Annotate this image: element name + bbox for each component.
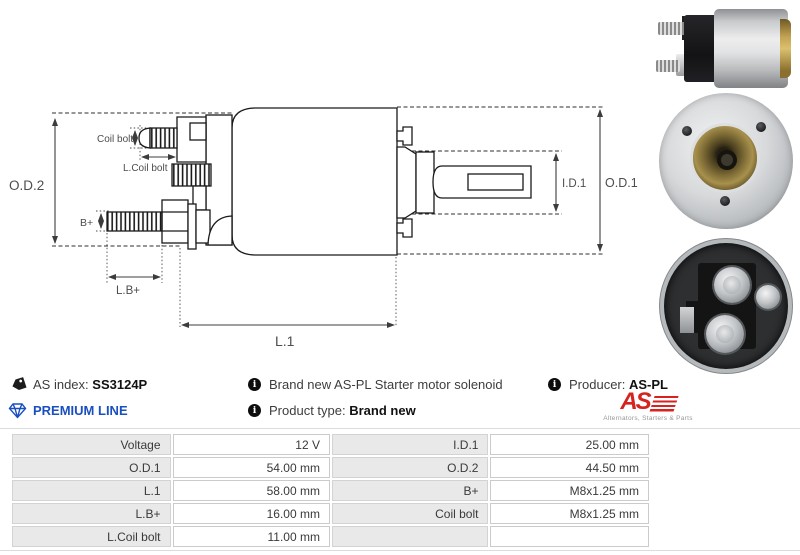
bolt-head bbox=[716, 325, 734, 343]
product-photo-side-view[interactable] bbox=[656, 6, 796, 90]
screw-hole bbox=[720, 196, 730, 206]
spec-label-cell: I.D.1 bbox=[332, 434, 488, 455]
coil-bolt-photo bbox=[658, 22, 686, 35]
dim-label-b-plus: B+ bbox=[80, 217, 94, 229]
spec-value-cell: 16.00 mm bbox=[173, 503, 330, 524]
producer-label: Producer: bbox=[569, 376, 626, 392]
as-pl-brand-logo bbox=[596, 390, 700, 422]
solenoid-cap bbox=[684, 15, 718, 82]
spec-value-cell bbox=[490, 526, 649, 547]
spec-value-cell: M8x1.25 mm bbox=[490, 480, 649, 501]
spec-value-cell: 25.00 mm bbox=[490, 434, 649, 455]
table-row bbox=[12, 526, 649, 547]
dim-label-l-b-plus: L.B+ bbox=[116, 285, 140, 297]
spec-label-cell: L.B+ bbox=[12, 503, 171, 524]
producer-value: AS-PL bbox=[629, 376, 668, 392]
table-row bbox=[12, 434, 649, 455]
diamond-icon bbox=[8, 402, 27, 419]
solenoid-cylinder bbox=[714, 9, 788, 88]
plunger-tip bbox=[721, 154, 733, 166]
solenoid-body-outline bbox=[107, 108, 531, 255]
b-plus-bolt-photo bbox=[656, 60, 680, 72]
dim-label-l-coil-bolt: L.Coil bolt bbox=[123, 163, 168, 174]
product-type-value: Brand new bbox=[349, 402, 416, 418]
as-logo-tagline: Alternators, Starters & Parts bbox=[603, 415, 693, 422]
brass-end-ring bbox=[780, 19, 791, 78]
spec-label-cell: Coil bolt bbox=[332, 503, 488, 524]
as-index-row bbox=[10, 374, 147, 394]
as-logo-text: AS bbox=[620, 388, 650, 415]
premium-line-badge: PREMIUM LINE bbox=[33, 402, 128, 418]
dim-label-l1: L.1 bbox=[275, 333, 295, 349]
info-icon: i bbox=[248, 378, 261, 391]
spec-value-cell: 11.00 mm bbox=[173, 526, 330, 547]
small-terminal bbox=[756, 285, 780, 309]
screw-hole bbox=[682, 126, 692, 136]
specs-section bbox=[0, 428, 800, 551]
dim-label-od2: O.D.2 bbox=[9, 178, 45, 193]
as-index-label: AS index: bbox=[33, 376, 89, 392]
product-photo-rear-view[interactable] bbox=[656, 237, 796, 379]
product-photo-front-view[interactable] bbox=[656, 90, 796, 236]
spec-value-cell: 58.00 mm bbox=[173, 480, 330, 501]
table-row bbox=[12, 457, 649, 478]
as-index-value: SS3124P bbox=[92, 376, 148, 392]
metal-tab bbox=[680, 307, 694, 333]
premium-line-row bbox=[8, 400, 128, 420]
table-row bbox=[12, 480, 649, 501]
dim-label-coil-bolt: Coil bolt bbox=[97, 134, 134, 145]
info-icon: i bbox=[548, 378, 561, 391]
spec-label-cell: B+ bbox=[332, 480, 488, 501]
specs-table bbox=[10, 432, 651, 549]
description-text: Brand new AS-PL Starter motor solenoid bbox=[269, 376, 503, 392]
spec-label-cell: O.D.2 bbox=[332, 457, 488, 478]
spec-label-cell: O.D.1 bbox=[12, 457, 171, 478]
dim-label-od1: O.D.1 bbox=[605, 176, 638, 190]
bolt-head bbox=[723, 276, 741, 294]
product-type-row bbox=[248, 400, 416, 420]
spec-value-cell: 44.50 mm bbox=[490, 457, 649, 478]
spec-label-cell: L.1 bbox=[12, 480, 171, 501]
screw-hole bbox=[756, 122, 766, 132]
spec-label-cell bbox=[332, 526, 488, 547]
spec-label-cell: Voltage bbox=[12, 434, 171, 455]
spec-label-cell: L.Coil bolt bbox=[12, 526, 171, 547]
spec-value-cell: M8x1.25 mm bbox=[490, 503, 649, 524]
description-row bbox=[248, 374, 503, 394]
info-icon: i bbox=[248, 404, 261, 417]
table-row bbox=[12, 503, 649, 524]
spec-value-cell: 54.00 mm bbox=[173, 457, 330, 478]
spec-value-cell: 12 V bbox=[173, 434, 330, 455]
dim-label-id1: I.D.1 bbox=[562, 178, 587, 190]
product-type-label: Product type: bbox=[269, 402, 346, 418]
tag-icon bbox=[10, 376, 27, 393]
as-logo-stripes bbox=[649, 396, 678, 412]
